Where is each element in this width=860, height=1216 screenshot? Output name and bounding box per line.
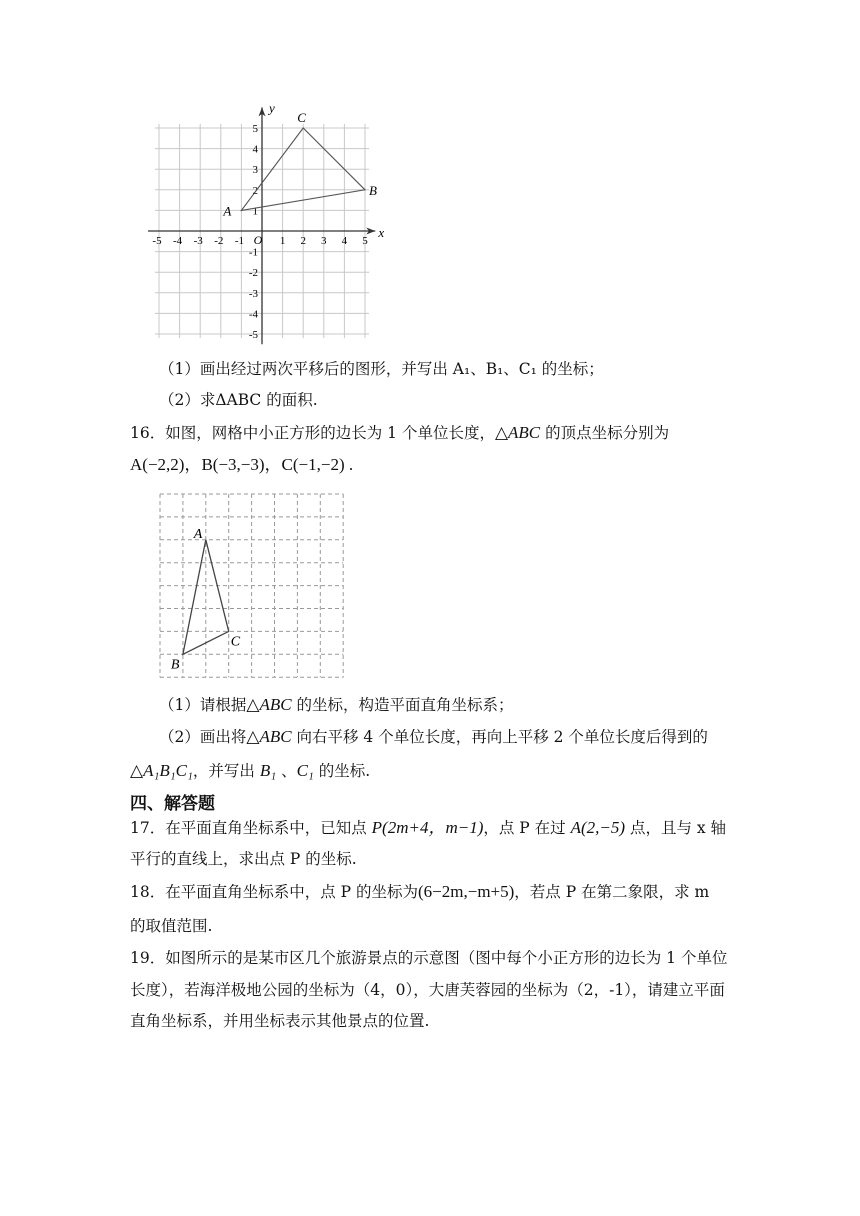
q16-item-2-cont: △A₁B₁C₁，并写出 B₁ 、C₁ 的坐标. [130,761,371,780]
q16-intro: 16．如图，网格中小正方形的边长为 1 个单位长度，△ABC 的顶点坐标分别为 [130,423,670,442]
q17-line-2: 平行的直线上，求出点 P 的坐标. [130,850,357,868]
y-tick-label: -1 [248,246,258,259]
q19-line-2: 长度），若海洋极地公园的坐标为（4，0），大唐芙蓉园的坐标为（2，-1），请建立平面 [130,981,725,999]
x-tick-label: 5 [362,235,368,247]
x-tick-label: 3 [321,235,327,247]
q18-line-2: 的取值范围. [130,917,213,935]
x-tick-label: -2 [214,235,224,247]
origin-label: O [253,233,263,247]
x-tick-label: 4 [341,235,348,247]
dashed-grid-figure [150,488,350,683]
section-heading: 四、解答题 [130,794,215,814]
x-axis-label: x [378,225,385,240]
x-tick-label: 2 [300,235,306,247]
y-tick-label: -3 [248,287,258,300]
q15-item-2: （2）求ΔABC 的面积. [159,391,318,409]
y-tick-label: 4 [252,143,258,156]
vertex-label-a: A [193,526,203,542]
x-tick-label: 1 [279,235,286,247]
x-tick-label: -5 [152,235,162,247]
q17-line-1: 17．在平面直角坐标系中，已知点 P(2m+4，m−1)，点 P 在过 A(2,−5) 点，且与 x 轴 [130,818,727,837]
y-tick-label: 2 [252,184,258,197]
q15-item-1: （1）画出经过两次平移后的图形，并写出 A₁、B₁、C₁ 的坐标； [159,360,604,378]
y-tick-label: 1 [252,205,258,218]
x-tick-label: -4 [173,235,183,247]
vertex-label-b: B [170,657,180,673]
y-tick-label: -2 [248,267,258,280]
q19-line-1: 19．如图所示的是某市区几个旅游景点的示意图（图中每个小正方形的边长为 1 个单位 [130,949,728,967]
y-tick-label: 3 [252,164,258,177]
x-tick-label: -3 [193,235,203,247]
vertex-label-c: C [297,110,306,125]
vertex-label-c: C [230,634,241,650]
q18-line-1: 18．在平面直角坐标系中，点 P 的坐标为(6−2m,−m+5)，若点 P 在第二象限，求 m [130,882,710,901]
coordinate-grid-figure [148,100,393,345]
vertex-label-b: B [369,182,377,198]
y-tick-label: -5 [248,329,258,341]
y-axis-label: y [269,100,275,116]
q19-line-3: 直角坐标系，并用坐标表示其他景点的位置. [130,1012,430,1030]
vertex-label-a: A [223,203,232,219]
q16-item-2: （2）画出将△ABC 向右平移 4 个单位长度，再向上平移 2 个单位长度后得到的 [159,727,708,746]
q16-item-1: （1）请根据△ABC 的坐标，构造平面直角坐标系； [159,695,514,714]
x-tick-label: -1 [234,235,244,247]
y-tick-label: -4 [248,308,258,321]
y-tick-label: 5 [252,123,258,135]
q16-coordinates: A(−2,2)，B(−3,−3)，C(−1,−2) . [130,455,354,474]
